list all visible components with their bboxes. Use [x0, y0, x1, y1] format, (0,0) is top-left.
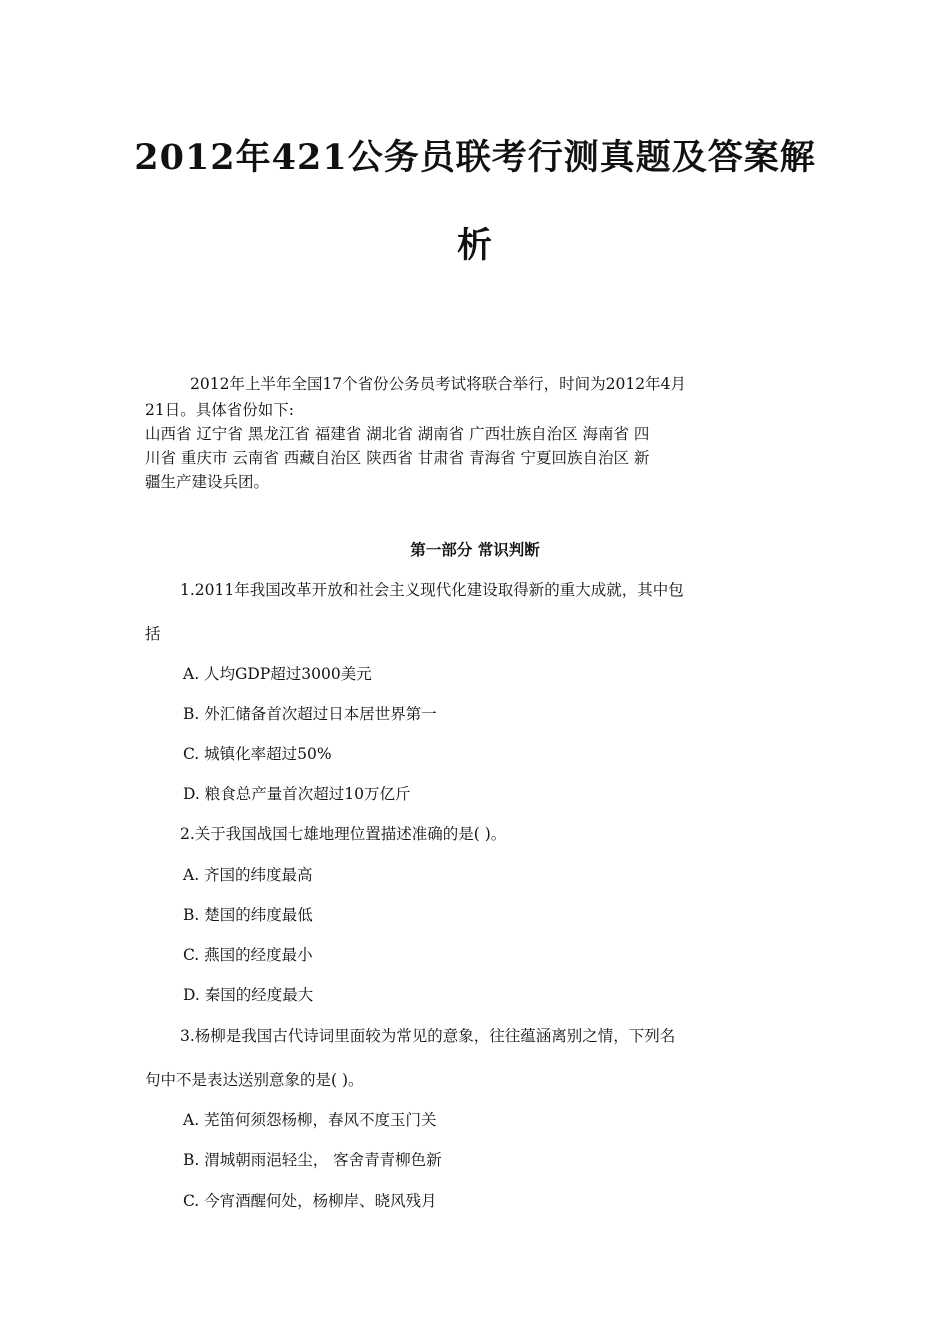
intro-paragraph-line-1: 2012年上半年全国17个省份公务员考试将联合举行，时间为2012年4月 [190, 375, 686, 393]
question-1-stem-line-2: 括 [145, 625, 161, 643]
question-2-option-d: D. 秦国的经度最大 [183, 986, 314, 1004]
question-3-option-c: C. 今宵酒醒何处，杨柳岸、晓风残月 [183, 1192, 437, 1210]
question-1-option-d: D. 粮食总产量首次超过10万亿斤 [183, 785, 411, 803]
question-1-option-b: B. 外汇储备首次超过日本居世界第一 [183, 705, 437, 723]
question-2-option-b: B. 楚国的纬度最低 [183, 906, 313, 924]
question-2-option-a: A. 齐国的纬度最高 [183, 866, 313, 884]
question-3-option-a: A. 芜笛何须怨杨柳，春风不度玉门关 [183, 1111, 437, 1129]
document-title-line-2: 析 [456, 225, 493, 266]
question-2-stem: 2.关于我国战国七雄地理位置描述准确的是( )。 [180, 825, 507, 843]
document-title-line-1: 2012年421公务员联考行测真题及答案解 [134, 137, 816, 178]
province-list-line-2: 川省 重庆市 云南省 西藏自治区 陕西省 甘肃省 青海省 宁夏回族自治区 新 [145, 449, 650, 467]
question-1-stem-line-1: 1.2011年我国改革开放和社会主义现代化建设取得新的重大成就，其中包 [180, 581, 684, 599]
intro-paragraph-line-2: 21日。具体省份如下: [145, 401, 294, 419]
question-2-option-c: C. 燕国的经度最小 [183, 946, 313, 964]
province-list-line-1: 山西省 辽宁省 黑龙江省 福建省 湖北省 湖南省 广西壮族自治区 海南省 四 [145, 425, 650, 443]
question-1-option-c: C. 城镇化率超过50% [183, 745, 332, 763]
question-1-option-a: A. 人均GDP超过3000美元 [183, 665, 372, 683]
question-3-option-b: B. 渭城朝雨浥轻尘， 客舍青青柳色新 [183, 1151, 442, 1169]
question-3-stem-line-2: 句中不是表达送别意象的是( )。 [145, 1071, 364, 1089]
section-heading: 第一部分 常识判断 [410, 540, 540, 559]
province-list-line-3: 疆生产建设兵团。 [145, 473, 270, 491]
question-3-stem-line-1: 3.杨柳是我国古代诗词里面较为常见的意象，往往蕴涵离别之情，下列名 [180, 1027, 676, 1045]
